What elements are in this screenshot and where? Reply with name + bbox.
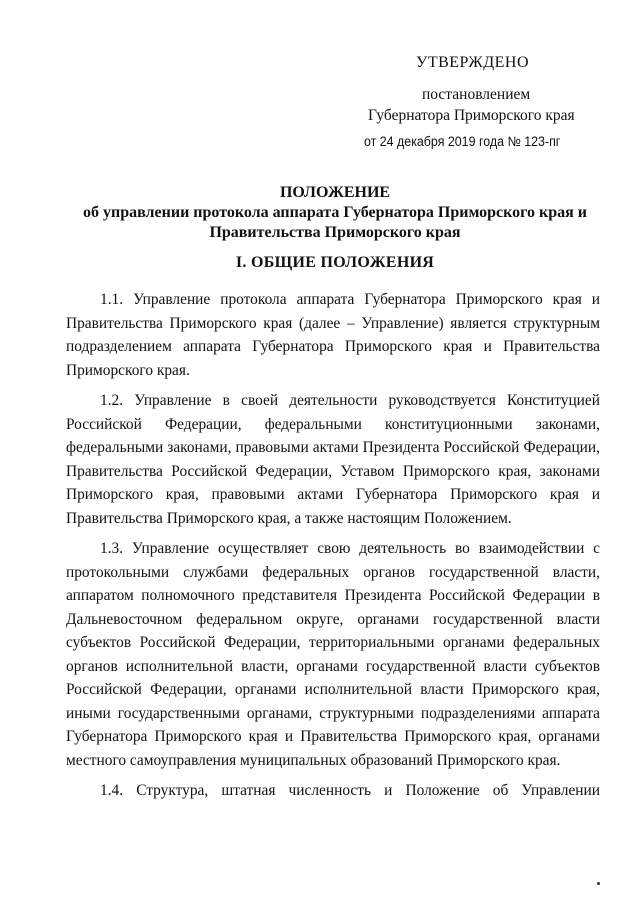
- approval-title: УТВЕРЖДЕНО: [416, 54, 530, 71]
- approval-block: [364, 52, 608, 152]
- paragraph-1-1: 1.1. Управление протокола аппарата Губернатора Приморского края и Правительства Приморского края (далее – Управление) является структурным подразделением аппарата Губернатора Приморского края и Правительства Приморского края.: [66, 291, 600, 379]
- approval-line-2: Губернатора Приморского края: [368, 107, 575, 124]
- paragraph-1-4: 1.4. Структура, штатная численность и Положение об Управлении: [100, 782, 600, 799]
- section-title: I. ОБЩИЕ ПОЛОЖЕНИЯ: [235, 254, 435, 271]
- scan-mark: [597, 882, 600, 885]
- document-body: [66, 288, 600, 810]
- document-title: [40, 183, 630, 243]
- document-title-line-3: Правительства Приморского края: [209, 224, 461, 241]
- paragraph-1-3: 1.3. Управление осуществляет свою деятельность во взаимодействии с протокольными службами федеральных органов государственной власти, аппаратом полномочного представителя Президента Российской Федерации в Дальневосточном федеральном округе, органами государственной власти субъектов Российской Федерации, территориальными органами федеральных органов исполнительной власти, органами государственной власти субъектов Российской Федерации, органами исполнительной власти Приморского края, иными государственными органами, структурными подразделениями аппарата Губернатора Приморского края и Правительства Приморского края, органами местного самоуправления муниципальных образований Приморского края.: [66, 540, 600, 769]
- approval-date-stamp: от 24 декабря 2019 года № 123-пг: [364, 134, 561, 149]
- approval-line-1: постановлением: [422, 86, 531, 103]
- paragraph-1-2: 1.2. Управление в своей деятельности руководствуется Конституцией Российской Федерации, федеральными конституционными законами, федеральными законами, правовыми актами Президента Российской Федерации, Правительства Российской Федерации, Уставом Приморского края, законами Приморского края, правовыми актами Губернатора Приморского края и Правительства Приморского края, а также настоящим Положением.: [66, 392, 600, 527]
- document-title-line-2: об управлении протокола аппарата Губернатора Приморского края и: [83, 204, 587, 221]
- document-title-line-1: ПОЛОЖЕНИЕ: [279, 184, 391, 201]
